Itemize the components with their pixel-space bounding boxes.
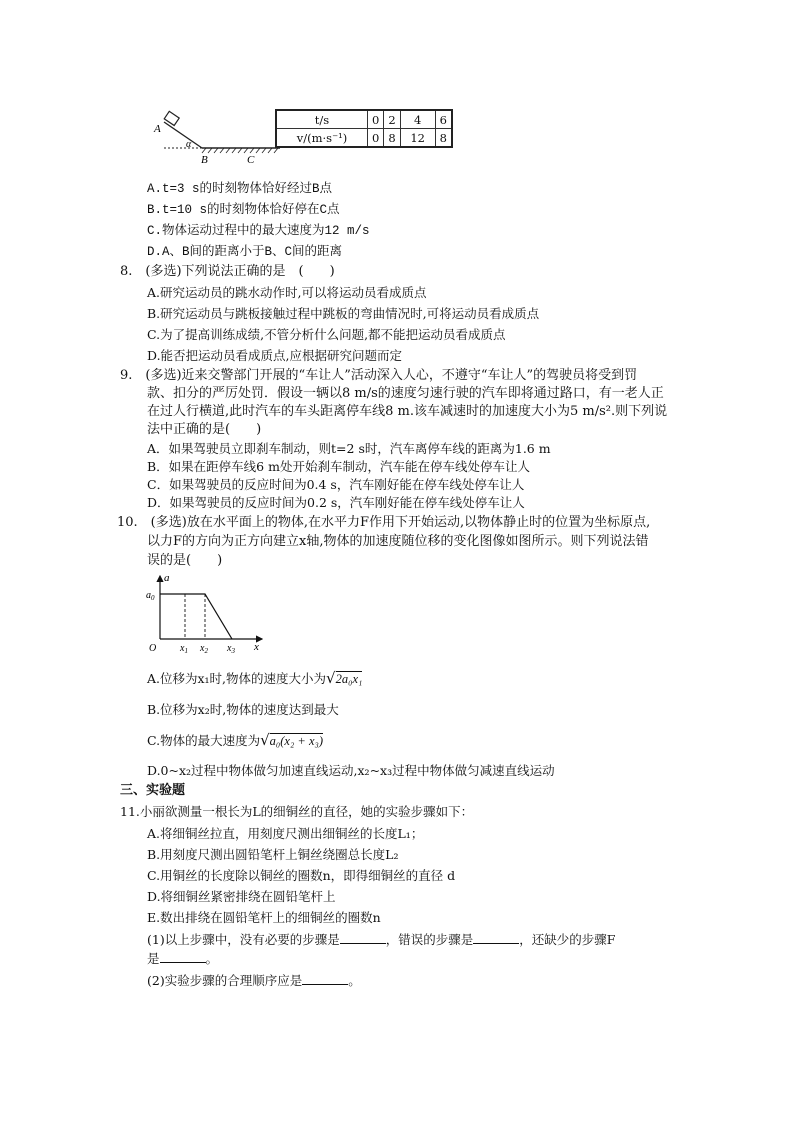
q9-option-b: B．如果在距停车线6 m处开始刹车制动，汽车能在停车线处停车让人: [147, 459, 530, 474]
q8-option-b: B.研究运动员与跳板接触过程中跳板的弯曲情况时,可将运动员看成质点: [147, 306, 540, 321]
x-axis-label: x: [254, 641, 259, 653]
q8-stem: 8. (多选)下列说法正确的是 ( ): [120, 264, 335, 279]
y-axis-label: a: [164, 572, 170, 584]
q9-option-a: A．如果驾驶员立即刹车制动，则t=2 s时，汽车离停车线的距离为1.6 m: [147, 441, 551, 456]
a0-label: $a_0$: [146, 590, 155, 602]
q10-option-d: D.0~x₂过程中物体做匀加速直线运动,x₂~x₃过程中物体做匀减速直线运动: [147, 763, 555, 778]
q11-sub1-line1: [147, 931, 615, 948]
acceleration-displacement-graph: [140, 572, 270, 654]
q8-option-c: C.为了提高训练成绩,不管分析什么问题,都不能把运动员看成质点: [147, 327, 506, 342]
q11-sub1-text-a: (1)以上步骤中，没有必要的步骤是: [147, 932, 340, 947]
q11-sub1-end: 。: [205, 951, 219, 966]
label-b: B: [201, 154, 208, 166]
q10-stem-line-2: 以力F的方向为正方向建立x轴,物体的加速度随位移的变化图像如图所示。则下列说法错: [147, 534, 649, 549]
q10-option-a: [147, 670, 362, 687]
q9-option-d: D．如果驾驶员的反应时间为0.2 s，汽车刚好能在停车线处停车让人: [147, 495, 525, 510]
q11-step-e: E.数出排绕在圆铅笔杆上的细铜丝的圈数n: [147, 910, 381, 925]
q9-stem-line-1: 9. (多选)近来交警部门开展的“车让人”活动深入人心，不遵守“车让人”的驾驶员将受到罚: [120, 368, 638, 383]
q8-option-d: D.能否把运动员看成质点,应根据研究问题而定: [147, 348, 403, 363]
incline-line: [164, 122, 202, 148]
q7-option-b: B.t=10 s的时刻物体恰好停在C点: [147, 203, 340, 217]
q11-sub2-end: 。: [348, 973, 361, 988]
q10-option-c-text: C.物体的最大速度为: [147, 733, 261, 748]
answer-blank[interactable]: [340, 931, 386, 944]
q9-stem-line-2: 款、扣分的严厉处罚．假设一辆以8 m/s的速度匀速行驶的汽车即将通过路口，有一老人正: [147, 386, 664, 401]
q9-stem-line-3: 在过人行横道,此时汽车的车头距离停车线8 m.该车减速时的加速度大小为5 m/s².则下列说: [147, 404, 668, 419]
q11-step-a: A.将细铜丝拉直，用刻度尺测出细铜丝的长度L₁；: [147, 826, 424, 841]
q7-option-d: D.A、B间的距离小于B、C间的距离: [147, 245, 343, 259]
table-row: [276, 110, 452, 129]
table-cell: 8: [384, 129, 400, 148]
q7-option-a: A.t=3 s的时刻物体恰好经过B点: [147, 182, 333, 196]
q10-option-a-text: A.位移为x₁时,物体的速度大小为: [147, 671, 327, 686]
sqrt-sign: √: [326, 669, 336, 687]
table-cell: 8: [435, 129, 452, 148]
q11-sub1-text-b: ，错误的步骤是: [385, 932, 474, 947]
origin-label: O: [149, 643, 157, 654]
q10-stem-line-3: 误的是( ): [147, 553, 223, 568]
q11-step-b: B.用刻度尺测出圆铅笔杆上铜丝绕圈总长度L₂: [147, 847, 399, 862]
q11-step-c: C.用铜丝的长度除以铜丝的圈数n，即得细铜丝的直径 d: [147, 868, 456, 883]
q9-stem-line-4: 法中正确的是( ): [147, 422, 262, 437]
q11-sub2-text: (2)实验步骤的合理顺序应是: [147, 973, 303, 988]
table-cell: 6: [435, 110, 452, 129]
incline-figure: [150, 108, 280, 168]
label-alpha: α: [186, 139, 192, 150]
q11-step-d: D.将细铜丝紧密排绕在圆铅笔杆上: [147, 889, 336, 904]
q11-sub1-text-d: 是: [147, 951, 160, 966]
q11-sub1-line2: [147, 950, 218, 967]
q10-option-c-math: a₀(x₂ + x₃): [269, 734, 324, 748]
q10-option-a-math: 2a₀x₁: [335, 672, 363, 686]
answer-blank[interactable]: [302, 972, 348, 985]
q9-option-c: C．如果驾驶员的反应时间为0.4 s，汽车刚好能在停车线处停车让人: [147, 477, 525, 492]
table-cell: 12: [400, 129, 435, 148]
x3-label: $x_3$: [227, 643, 235, 654]
ground-hatching: [202, 148, 278, 153]
q11-stem: 11.小丽欲测量一根长为L的细铜丝的直径，她的实验步骤如下：: [120, 804, 474, 819]
x1-label: $x_1$: [180, 643, 188, 654]
label-a: A: [154, 123, 161, 135]
answer-blank[interactable]: [160, 950, 206, 963]
answer-blank[interactable]: [473, 931, 519, 944]
x2-label: $x_2$: [200, 643, 208, 654]
q7-option-c: C.物体运动过程中的最大速度为12 m/s: [147, 224, 370, 238]
q10-stem-line-1: 10. (多选)放在水平面上的物体,在水平力F作用下开始运动,以物体静止时的位置为坐标原点,: [117, 515, 651, 530]
q8-option-a: A.研究运动员的跳水动作时,可以将运动员看成质点: [147, 285, 427, 300]
section-title: 三、实验题: [120, 783, 186, 798]
table-header-t: t/s: [276, 110, 368, 129]
table-cell: 4: [400, 110, 435, 129]
q10-option-b: B.位移为x₂时,物体的速度达到最大: [147, 702, 339, 717]
table-header-v: v/(m·s⁻¹): [276, 129, 368, 148]
q10-option-c: [147, 732, 323, 749]
table-row: [276, 129, 452, 148]
table-cell: 0: [368, 110, 384, 129]
q11-sub1-text-c: ，还缺少的步骤F: [519, 932, 616, 947]
table-cell: 2: [384, 110, 400, 129]
q11-sub2: [147, 972, 361, 989]
table-cell: 0: [368, 129, 384, 148]
acceleration-curve: [160, 594, 232, 639]
sqrt-sign: √: [260, 731, 270, 749]
label-c: C: [247, 154, 255, 166]
velocity-table: [275, 109, 453, 148]
